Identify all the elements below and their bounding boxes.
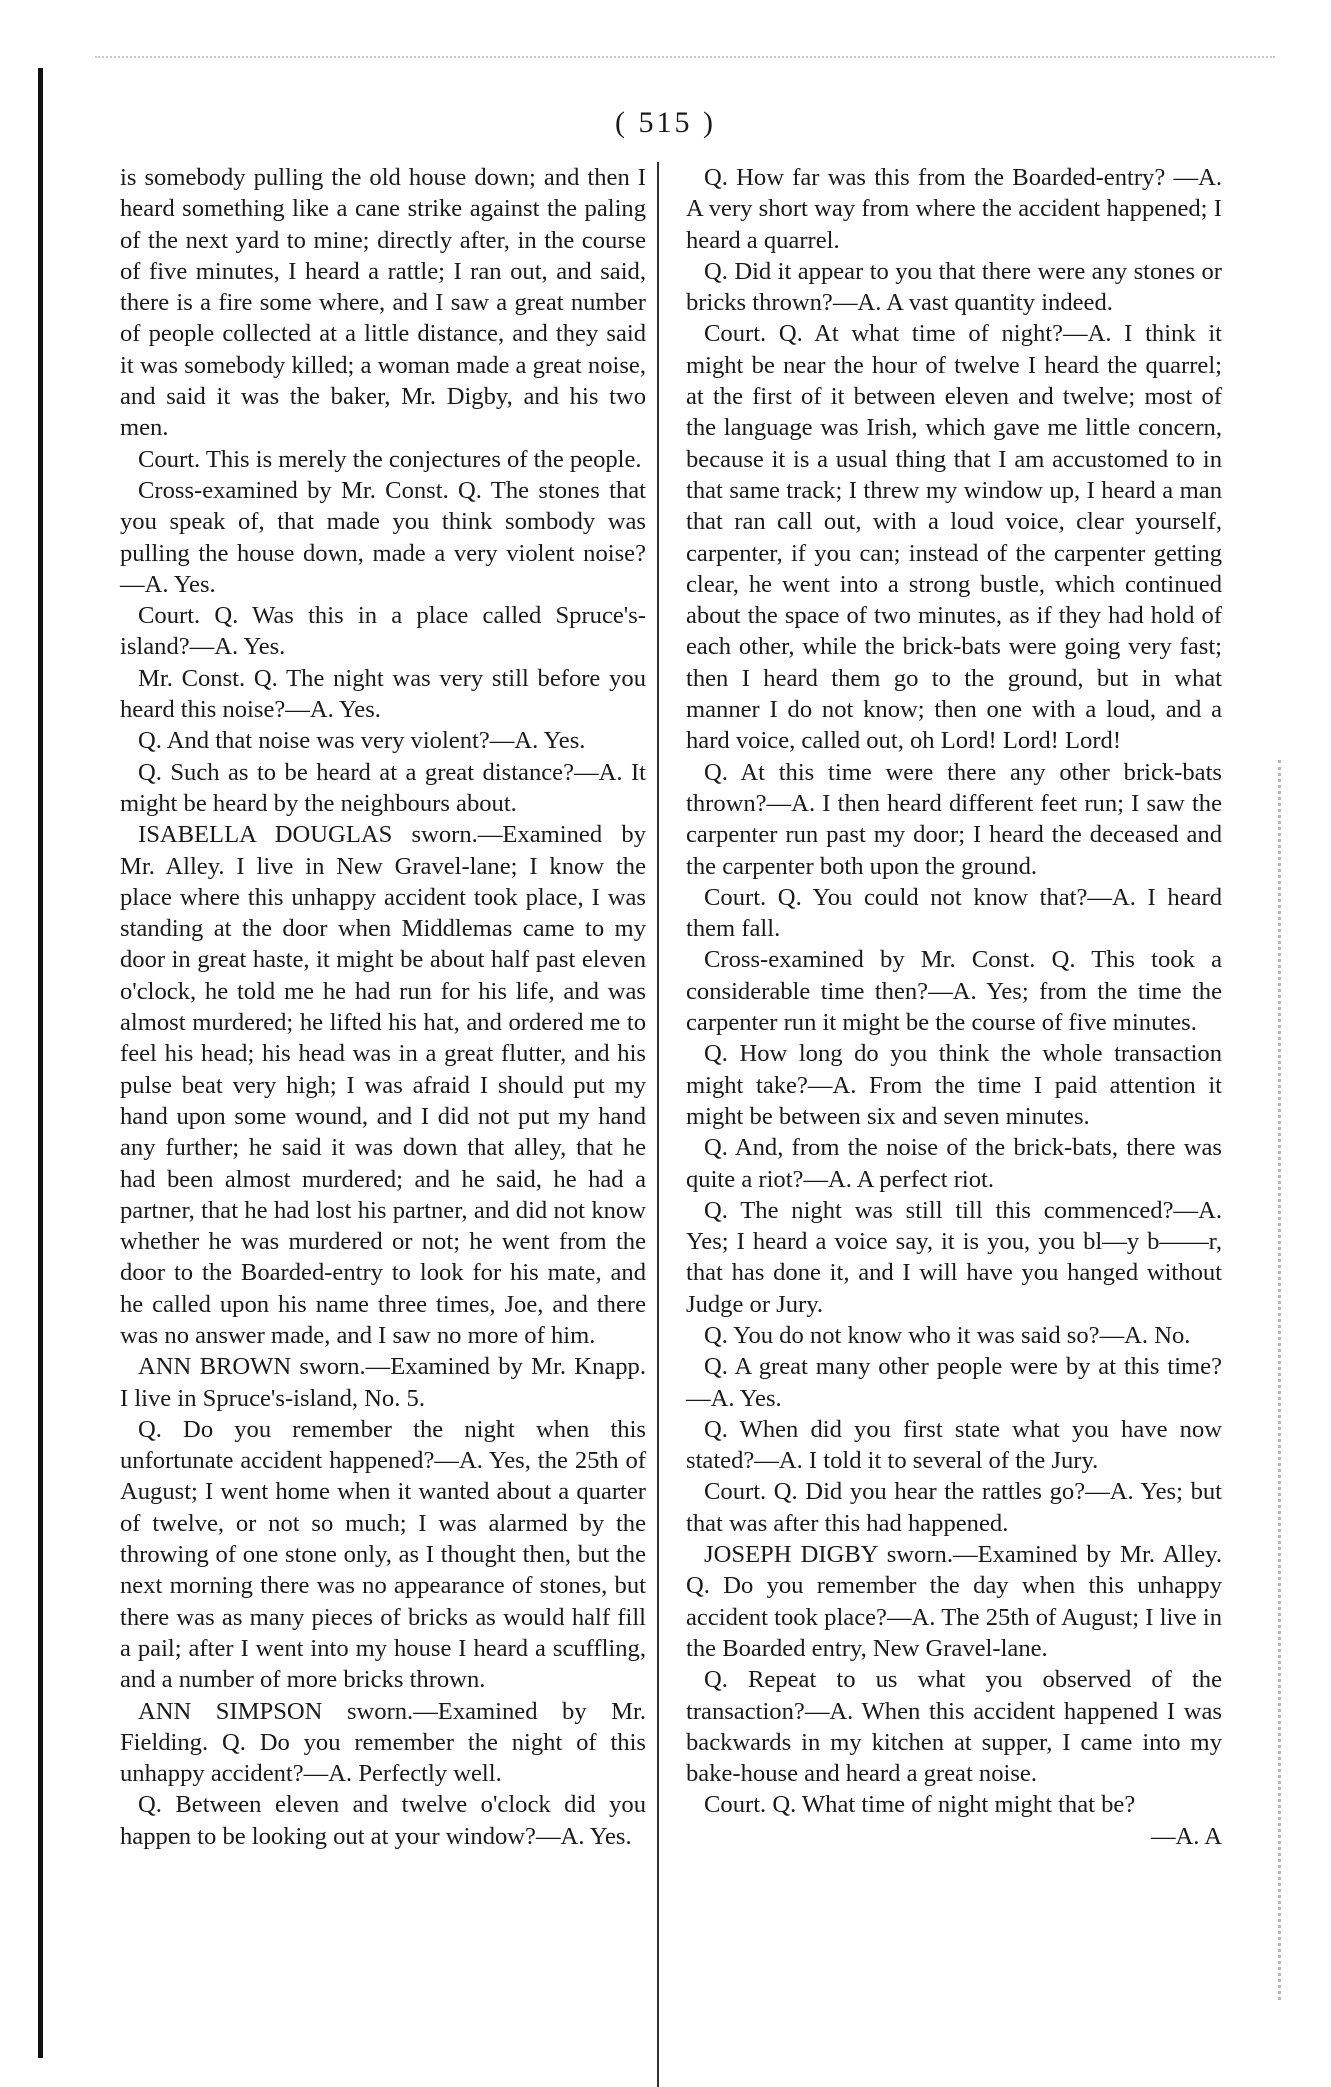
paragraph: Q. You do not know who it was said so?—A. No. xyxy=(704,1321,1191,1349)
paragraph: Q. And, from the noise of the brick-bats, there was quite a riot?—A. A perfect riot. xyxy=(686,1134,1222,1193)
paragraph: Q. Between eleven and twelve o'clock did you happen to be looking out at your window?—A. Yes. xyxy=(120,1791,646,1850)
paragraph: Q. How long do you think the whole transaction might take?—A. From the time I paid attention it might be between six and seven minutes. xyxy=(686,1040,1222,1130)
paragraph: Cross-examined by Mr. Const. Q. This took a considerable time then?—A. Yes; from the time the carpenter run it might be the course of five minutes. xyxy=(686,946,1222,1037)
paragraph: ANN BROWN sworn.—Examined by Mr. Knapp. I live in Spruce's-island, No. 5. xyxy=(120,1353,646,1412)
top-edge-marks xyxy=(95,56,1275,68)
paragraph: is somebody pulling the old house down; and then I heard something like a cane strike against the paling of the next yard to mine; directly after, in the course of five minutes, I heard a rattle; I ran out, and said, there is a fire some where, and I saw a great number of people collected at a little distance, and they said it was somebody killed; a woman made a great noise, and said it was the baker, Mr. Digby, and his two men. xyxy=(120,164,646,442)
paragraph: Q. A great many other people were by at this time?—A. Yes. xyxy=(686,1353,1222,1412)
paragraph: ISABELLA DOUGLAS sworn.—Examined by Mr. Alley. I live in New Gravel-lane; I know the place where this unhappy accident took place, I was standing at the door when Middlemas came to my door in great haste, it might be about half past eleven o'clock, he told me he had run for his life, and was almost murdered; he lifted his hat, and ordered me to feel his head; his head was in a great flutter, and his pulse beat very high; I was afraid I should put my hand upon some wound, and I did not put my hand any further; he said it was down that alley, that he had been almost murdered; and he said, he had a partner, that he had lost his partner, and did not know whether he was murdered or not; he went from the door to the Boarded-entry to look for his mate, and he called upon his name three times, Joe, and there was no answer made, and I saw no more of him. xyxy=(120,821,646,1349)
paragraph: Court. Q. You could not know that?—A. I heard them fall. xyxy=(686,883,1222,943)
paragraph: Cross-examined by Mr. Const. Q. The stones that you speak of, that made you think sombody was pulling the house down, made a very violent noise? —A. Yes. xyxy=(120,476,646,598)
paragraph: Court. Q. What time of night might that be? xyxy=(704,1791,1136,1819)
paragraph: Q. Did it appear to you that there were any stones or bricks thrown?—A. A vast quantity indeed. xyxy=(686,257,1222,317)
paragraph: Court. Q. Was this in a place called Spruce's-island?—A. Yes. xyxy=(120,602,646,661)
paragraph: Q. Repeat to us what you observed of the transaction?—A. When this accident happened I was backwards in my kitchen at supper, I came into my bake-house and heard a great noise. xyxy=(686,1666,1222,1788)
left-column xyxy=(120,162,646,1852)
page-right-edge-marks xyxy=(1278,760,1285,2000)
column-divider xyxy=(657,162,659,2087)
paragraph: Q. When did you first state what you have now stated?—A. I told it to several of the Jury. xyxy=(686,1415,1222,1475)
paragraph: Court. This is merely the conjectures of the people. xyxy=(138,445,642,473)
paragraph: Court. Q. Did you hear the rattles go?—A. Yes; but that was after this had happened. xyxy=(686,1478,1222,1537)
paragraph: Q. How far was this from the Boarded-entry? —A. A very short way from where the accident happened; I heard a quarrel. xyxy=(686,164,1222,254)
paragraph: Q. At this time were there any other brick-bats thrown?—A. I then heard different feet run; I saw the carpenter run past my door; I heard the deceased and the carpenter both upon the ground. xyxy=(686,758,1222,880)
paragraph: Court. Q. At what time of night?—A. I think it might be near the hour of twelve I heard the quarrel; at the first of it between eleven and twelve; most of the language was Irish, which gave me little concern, because it is a usual thing that I am accustomed to in that same track; I threw my window up, I heard a man that ran call out, with a loud voice, clear yourself, carpenter, if you can; instead of the carpenter getting clear, he went into a strong bustle, which continued about the space of two minutes, as if they had hold of each other, while the brick-bats were going very fast; then I heard them go to the ground, but in what manner I do not know; then one with a loud, and a hard voice, called out, oh Lord! Lord! Lord! xyxy=(686,320,1222,755)
paragraph: Q. And that noise was very violent?—A. Yes. xyxy=(138,727,586,755)
right-column xyxy=(686,162,1222,1852)
page-left-border xyxy=(38,68,43,2058)
paragraph: Mr. Const. Q. The night was very still before you heard this noise?—A. Yes. xyxy=(120,664,646,724)
paragraph: Q. Such as to be heard at a great distance?—A. It might be heard by the neighbours about. xyxy=(120,758,646,817)
catchword: —A. A xyxy=(1150,1822,1222,1850)
paragraph: Q. The night was still till this commenced?—A. Yes; I heard a voice say, it is you, you bl—y b——r, that has done it, and I will have you hanged without Judge or Jury. xyxy=(686,1196,1222,1318)
paragraph: JOSEPH DIGBY sworn.—Examined by Mr. Alley. Q. Do you remember the day when this unhappy accident took place?—A. The 25th of August; I live in the Boarded entry, New Gravel-lane. xyxy=(686,1541,1222,1662)
page-number: ( 515 ) xyxy=(615,106,716,139)
paragraph: ANN SIMPSON sworn.—Examined by Mr. Fielding. Q. Do you remember the night of this unhappy accident?—A. Perfectly well. xyxy=(120,1697,646,1788)
paragraph: Q. Do you remember the night when this unfortunate accident happened?—A. Yes, the 25th of August; I went home when it wanted about a quarter of twelve, or not so much; I was alarmed by the throwing of one stone only, as I thought then, but the next morning there was no appearance of stones, but there was as many pieces of bricks as would half fill a pail; after I went into my house I heard a scuffling, and a number of more bricks thrown. xyxy=(120,1415,646,1694)
